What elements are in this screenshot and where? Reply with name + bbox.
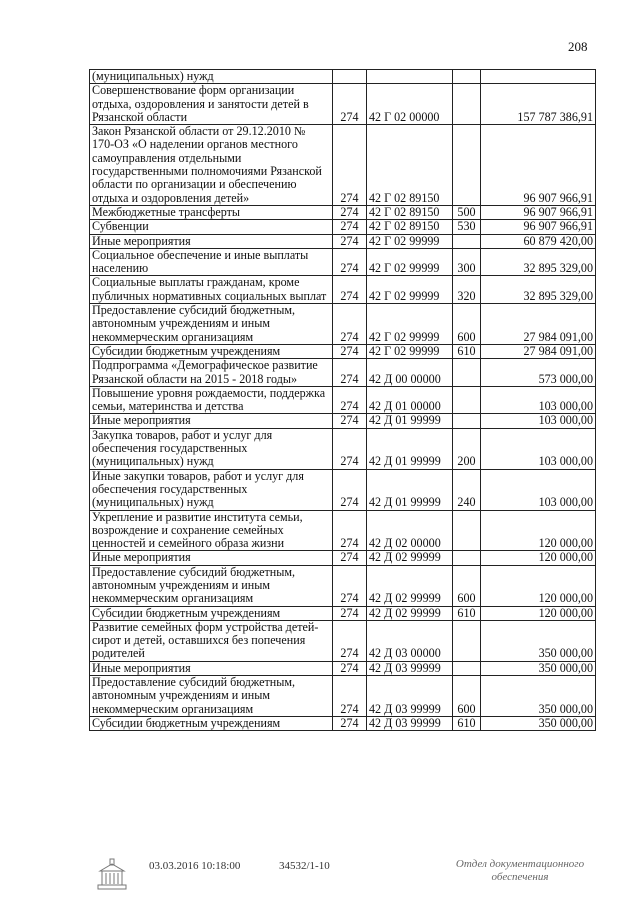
row-target-article: 42 Д 02 99999 — [367, 606, 453, 620]
row-description: Развитие семейных форм устройства детей-сирот и детей, оставшихся без попечения родителей — [90, 620, 333, 661]
row-amount: 120 000,00 — [481, 510, 596, 551]
budget-table-body — [90, 70, 596, 731]
row-expense-type: 600 — [453, 304, 481, 345]
row-description: Закупка товаров, работ и услуг для обеспечения государственных (муниципальных) нужд — [90, 428, 333, 469]
row-amount: 103 000,00 — [481, 469, 596, 510]
row-ministry-code: 274 — [333, 344, 367, 358]
row-amount: 96 907 966,91 — [481, 125, 596, 206]
row-amount: 350 000,00 — [481, 620, 596, 661]
row-expense-type — [453, 661, 481, 675]
row-expense-type: 500 — [453, 205, 481, 219]
row-description: Иные мероприятия — [90, 661, 333, 675]
row-amount: 350 000,00 — [481, 661, 596, 675]
row-expense-type — [453, 234, 481, 248]
row-expense-type: 240 — [453, 469, 481, 510]
row-amount: 103 000,00 — [481, 386, 596, 414]
row-expense-type: 320 — [453, 276, 481, 304]
row-description: Иные мероприятия — [90, 551, 333, 565]
table-row — [90, 220, 596, 234]
row-target-article: 42 Г 02 89150 — [367, 125, 453, 206]
row-description: Субвенции — [90, 220, 333, 234]
row-description: Социальное обеспечение и иные выплаты населению — [90, 248, 333, 276]
table-row — [90, 304, 596, 345]
building-logo-icon — [95, 857, 129, 898]
row-description: Закон Рязанской области от 29.12.2010 № 170-ОЗ «О наделении органов местного самоуправления отдельными государственными полномочиями Рязанской области по организации и обеспечению отдыха и оздоровления детей» — [90, 125, 333, 206]
row-ministry-code: 274 — [333, 359, 367, 387]
row-target-article: 42 Д 03 00000 — [367, 620, 453, 661]
row-target-article: 42 Г 02 89150 — [367, 220, 453, 234]
row-target-article: 42 Г 02 89150 — [367, 205, 453, 219]
row-amount: 96 907 966,91 — [481, 220, 596, 234]
table-row — [90, 359, 596, 387]
table-row — [90, 84, 596, 125]
row-target-article: 42 Д 01 00000 — [367, 386, 453, 414]
row-amount: 103 000,00 — [481, 414, 596, 428]
row-target-article: 42 Г 02 99999 — [367, 344, 453, 358]
row-expense-type: 200 — [453, 428, 481, 469]
row-ministry-code: 274 — [333, 84, 367, 125]
row-expense-type — [453, 386, 481, 414]
row-amount: 60 879 420,00 — [481, 234, 596, 248]
row-target-article: 42 Д 03 99999 — [367, 676, 453, 717]
row-description: Субсидии бюджетным учреждениям — [90, 716, 333, 730]
row-description: Иные закупки товаров, работ и услуг для обеспечения государственных (муниципальных) нужд — [90, 469, 333, 510]
row-expense-type: 610 — [453, 716, 481, 730]
row-ministry-code: 274 — [333, 469, 367, 510]
row-target-article: 42 Г 02 99999 — [367, 276, 453, 304]
row-ministry-code: 274 — [333, 676, 367, 717]
row-target-article: 42 Г 02 00000 — [367, 84, 453, 125]
row-ministry-code: 274 — [333, 428, 367, 469]
row-description: Субсидии бюджетным учреждениям — [90, 606, 333, 620]
table-row — [90, 606, 596, 620]
footer-datetime: 03.03.2016 10:18:00 — [149, 860, 241, 872]
row-target-article: 42 Д 02 99999 — [367, 565, 453, 606]
row-description: Предоставление субсидий бюджетным, автономным учреждениям и иным некоммерческим организациям — [90, 565, 333, 606]
row-description: Повышение уровня рождаемости, поддержка семьи, материнства и детства — [90, 386, 333, 414]
row-expense-type — [453, 620, 481, 661]
row-description: Межбюджетные трансферты — [90, 205, 333, 219]
table-row — [90, 70, 596, 84]
table-row — [90, 414, 596, 428]
table-row — [90, 510, 596, 551]
row-description: Социальные выплаты гражданам, кроме публичных нормативных социальных выплат — [90, 276, 333, 304]
row-target-article: 42 Д 01 99999 — [367, 428, 453, 469]
row-amount: 157 787 386,91 — [481, 84, 596, 125]
row-description: Предоставление субсидий бюджетным, автономным учреждениям и иным некоммерческим организациям — [90, 304, 333, 345]
row-amount: 350 000,00 — [481, 676, 596, 717]
row-description: Субсидии бюджетным учреждениям — [90, 344, 333, 358]
row-description: Иные мероприятия — [90, 234, 333, 248]
row-target-article: 42 Д 02 00000 — [367, 510, 453, 551]
row-target-article: 42 Д 01 99999 — [367, 469, 453, 510]
row-description: Подпрограмма «Демографическое развитие Рязанской области на 2015 - 2018 годы» — [90, 359, 333, 387]
row-expense-type: 300 — [453, 248, 481, 276]
row-target-article: 42 Д 03 99999 — [367, 661, 453, 675]
row-amount: 27 984 091,00 — [481, 304, 596, 345]
row-amount: 120 000,00 — [481, 565, 596, 606]
table-row — [90, 565, 596, 606]
table-row — [90, 234, 596, 248]
row-description: (муниципальных) нужд — [90, 70, 333, 84]
row-expense-type: 610 — [453, 344, 481, 358]
footer-department-line2: обеспечения — [491, 871, 549, 883]
row-target-article: 42 Г 02 99999 — [367, 234, 453, 248]
row-amount: 350 000,00 — [481, 716, 596, 730]
row-expense-type: 600 — [453, 565, 481, 606]
row-description: Совершенствование форм организации отдыха, оздоровления и занятости детей в Рязанской области — [90, 84, 333, 125]
row-expense-type — [453, 70, 481, 84]
row-ministry-code: 274 — [333, 276, 367, 304]
row-description: Укрепление и развитие института семьи, возрождение и сохранение семейных ценностей и семейного образа жизни — [90, 510, 333, 551]
row-expense-type — [453, 84, 481, 125]
row-ministry-code: 274 — [333, 551, 367, 565]
row-amount: 27 984 091,00 — [481, 344, 596, 358]
row-target-article: 42 Г 02 99999 — [367, 248, 453, 276]
row-ministry-code: 274 — [333, 125, 367, 206]
page-number: 208 — [568, 39, 588, 54]
row-ministry-code: 274 — [333, 234, 367, 248]
table-row — [90, 125, 596, 206]
row-ministry-code: 274 — [333, 414, 367, 428]
footer-doc-number: 34532/1-10 — [279, 860, 330, 872]
row-expense-type — [453, 414, 481, 428]
row-amount — [481, 70, 596, 84]
row-ministry-code: 274 — [333, 661, 367, 675]
row-amount: 96 907 966,91 — [481, 205, 596, 219]
row-ministry-code: 274 — [333, 716, 367, 730]
row-expense-type — [453, 125, 481, 206]
row-expense-type: 610 — [453, 606, 481, 620]
row-amount: 573 000,00 — [481, 359, 596, 387]
table-row — [90, 344, 596, 358]
page-footer — [0, 857, 640, 897]
row-expense-type — [453, 359, 481, 387]
table-row — [90, 428, 596, 469]
row-amount: 32 895 329,00 — [481, 276, 596, 304]
table-row — [90, 620, 596, 661]
table-row — [90, 551, 596, 565]
row-ministry-code: 274 — [333, 620, 367, 661]
row-amount: 103 000,00 — [481, 428, 596, 469]
table-row — [90, 716, 596, 730]
row-amount: 120 000,00 — [481, 606, 596, 620]
table-row — [90, 676, 596, 717]
row-ministry-code: 274 — [333, 606, 367, 620]
row-ministry-code: 274 — [333, 304, 367, 345]
row-expense-type: 600 — [453, 676, 481, 717]
row-ministry-code: 274 — [333, 220, 367, 234]
budget-table — [89, 69, 596, 731]
row-ministry-code: 274 — [333, 386, 367, 414]
row-expense-type — [453, 551, 481, 565]
row-ministry-code: 274 — [333, 248, 367, 276]
row-target-article: 42 Д 01 99999 — [367, 414, 453, 428]
footer-department-line1: Отдел документационного — [455, 858, 585, 870]
table-row — [90, 248, 596, 276]
row-target-article — [367, 70, 453, 84]
row-amount: 32 895 329,00 — [481, 248, 596, 276]
row-description: Иные мероприятия — [90, 414, 333, 428]
table-row — [90, 469, 596, 510]
footer-department — [440, 858, 600, 884]
row-target-article: 42 Г 02 99999 — [367, 304, 453, 345]
row-ministry-code: 274 — [333, 565, 367, 606]
row-expense-type — [453, 510, 481, 551]
row-target-article: 42 Д 02 99999 — [367, 551, 453, 565]
row-ministry-code: 274 — [333, 205, 367, 219]
table-row — [90, 386, 596, 414]
row-description: Предоставление субсидий бюджетным, автономным учреждениям и иным некоммерческим организациям — [90, 676, 333, 717]
row-ministry-code: 274 — [333, 510, 367, 551]
row-expense-type: 530 — [453, 220, 481, 234]
row-amount: 120 000,00 — [481, 551, 596, 565]
table-row — [90, 661, 596, 675]
row-target-article: 42 Д 03 99999 — [367, 716, 453, 730]
table-row — [90, 276, 596, 304]
row-ministry-code — [333, 70, 367, 84]
row-target-article: 42 Д 00 00000 — [367, 359, 453, 387]
table-row — [90, 205, 596, 219]
